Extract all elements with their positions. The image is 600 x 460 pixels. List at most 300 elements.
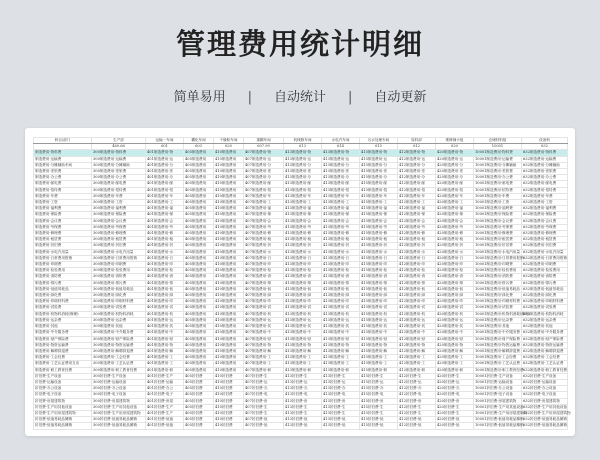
table-cell[interactable]: 制造费用-印刷费 [34,262,92,268]
table-cell[interactable]: 632制造费用-解聘辞退费 [522,348,568,354]
table-cell[interactable]: 300折旧费-低值易耗品摊销 [92,417,146,423]
table-cell[interactable]: 407制造费用-运 [244,317,284,323]
table-cell[interactable]: 412折旧费-生 [398,373,436,379]
table-cell[interactable]: 407制造费用-工 [244,355,284,361]
table-cell[interactable]: 413折旧费-生 [322,410,360,416]
table-cell[interactable]: 413制造费用-日 [284,255,322,261]
table-cell[interactable]: 407制造费用-其 [244,324,284,330]
table-cell[interactable]: 415制造费用-绿 [360,293,398,299]
table-cell[interactable]: 415制造费用-物 [360,150,398,156]
table-cell[interactable]: 401制造费用-中 [146,330,184,336]
table-cell[interactable]: 412制造费用-解 [398,348,436,354]
table-cell[interactable]: 420制造费用-差 [436,169,474,175]
table-cell[interactable]: 412制造费用-福 [398,206,436,212]
table-row[interactable] [34,398,568,404]
table-cell[interactable]: 412制造费用-日 [398,255,436,261]
table-cell[interactable]: 制造费用-试验费 [34,305,92,311]
table-cell[interactable]: 413制造费用-招 [322,187,360,193]
table-cell[interactable]: 410制造费用 [214,218,244,224]
table-cell[interactable]: 410制造费用 [214,324,244,330]
table-cell[interactable]: 制造费用-财产保险费 [34,336,92,342]
table-cell[interactable]: 制造费用-日常费用报销 [34,255,92,261]
table-cell[interactable]: 410折旧费 [214,398,244,404]
table-cell[interactable]: 410折旧费 [214,404,244,410]
table-cell[interactable]: 制造费用-运杂费 [34,317,92,323]
table-cell[interactable]: 405折旧费 [184,392,214,398]
table-cell[interactable]: 制造费用-车费 [34,193,92,199]
table-cell[interactable]: 420制造费用-折 [436,243,474,249]
table-cell[interactable]: 632制造费用-职工教育经费 [523,367,568,372]
table-cell[interactable]: 410制造费用 [214,224,244,230]
table-cell[interactable]: 10001制造费用-印刷费 [474,262,522,268]
table-cell[interactable]: 413制造费用-试 [284,305,322,311]
table-cell[interactable]: 401折旧费-生产 [146,373,184,379]
table-cell[interactable]: 632制造费用-印刷材料费 [522,299,568,305]
table-cell[interactable]: 420制造费用-工 [436,355,474,361]
table-cell[interactable]: 10001制造费用-机物料消耗(修理) [475,311,530,316]
table-cell[interactable]: 300制造费用-招待费 [92,187,146,193]
table-cell[interactable]: 405制造费用 [184,324,214,330]
table-cell[interactable]: 405折旧费 [184,386,214,392]
table-cell[interactable]: 415制造费用-检 [360,268,398,274]
table-cell[interactable]: 10001制造费用-修理费 [474,231,522,237]
table-cell[interactable]: 413制造费用-邮 [284,181,322,187]
table-cell[interactable]: 632折旧费-办公设备 [522,386,568,392]
table-cell[interactable]: 412制造费用-会 [398,218,436,224]
table-cell[interactable]: 401制造费用-印 [146,262,184,268]
table-cell[interactable]: 405制造费用 [184,206,214,212]
table-cell[interactable]: 413制造费用-其 [284,324,322,330]
table-cell[interactable]: 10001折旧费-房屋建筑物 [474,398,522,404]
table-cell[interactable]: 412制造费用-工 [398,361,436,367]
table-cell[interactable]: 制造费用-机物料消耗(修理) [34,311,92,317]
table-cell[interactable]: 420制造费用-租 [436,237,474,243]
table-cell[interactable]: 401折旧费-生产 [146,410,184,416]
table-cell[interactable]: 401折旧费-电子 [146,392,184,398]
table-cell[interactable]: 300制造费用-差旅费 [92,169,146,175]
table-cell[interactable]: 制造费用-运输费 [34,156,92,162]
table-cell[interactable]: 410制造费用 [214,243,244,249]
table-cell[interactable]: 401制造费用-工 [146,361,184,367]
table-cell[interactable]: 405制造费用 [184,299,214,305]
table-cell[interactable]: 300制造费用-水电汽用量 [92,249,146,255]
table-cell[interactable]: 413制造费用-劳 [322,224,360,230]
table-cell[interactable]: 413制造费用-检 [322,268,360,274]
table-cell[interactable]: 413制造费用-分 [284,162,322,168]
table-cell[interactable]: 413制造费用-物 [284,150,322,156]
table-cell[interactable]: 405制造费用 [184,268,214,274]
table-cell[interactable]: 412制造费用-车 [398,193,436,199]
table-cell[interactable]: 420制造费用-排 [436,280,474,286]
table-cell[interactable]: 415制造费用-租 [360,237,398,243]
table-cell[interactable]: 632制造费用-劳保费 [522,224,568,230]
table-cell[interactable]: 413制造费用-绿 [322,293,360,299]
table-cell[interactable]: 415制造费用-邮 [360,181,398,187]
table-cell[interactable]: 413制造费用-职 [322,367,360,373]
table-cell[interactable]: 415制造费用-试 [360,305,398,311]
table-cell[interactable]: 415制造费用-财 [360,336,398,342]
table-cell[interactable]: 300制造费用-车费 [92,193,146,199]
table-cell[interactable]: 415折旧费-运 [360,379,398,385]
table-cell[interactable]: 410制造费用 [214,231,244,237]
table-cell[interactable]: 401制造费用-邮 [146,181,184,187]
table-cell[interactable]: 420制造费用-印 [436,262,474,268]
table-cell[interactable]: 10001制造费用-绿化费 [474,293,522,299]
table-cell[interactable]: 632折旧费-运输设备 [522,379,568,385]
table-row[interactable] [34,417,568,423]
table-cell[interactable]: 420制造费用-财 [436,336,474,342]
table-cell[interactable]: 413制造费用-低 [322,286,360,292]
table-cell[interactable]: 415制造费用-印 [360,299,398,305]
table-cell[interactable]: 407制造费用-分 [244,162,284,168]
table-cell[interactable]: 407制造费用-中 [244,330,284,336]
table-cell[interactable]: 413制造费用-财 [322,336,360,342]
table-cell[interactable]: 632制造费用-机物料消耗 [522,311,568,317]
table-cell[interactable]: 632制造费用-保险费 [522,212,568,218]
table-cell[interactable]: 407制造费用-运 [244,156,284,162]
table-cell[interactable]: 632制造费用-日常费用报销 [523,255,568,260]
table-cell[interactable]: 413制造费用-邮 [322,181,360,187]
table-cell[interactable]: 407制造费用-物 [244,342,284,348]
table-cell[interactable]: 410制造费用 [214,175,244,181]
total-cell[interactable]: 607.99 [244,144,284,150]
table-cell[interactable]: 413制造费用-其 [322,324,360,330]
table-cell[interactable]: 632制造费用-财产保险费 [522,336,568,342]
table-cell[interactable]: 413制造费用-差 [322,169,360,175]
table-cell[interactable]: 制造费用-修理费 [34,231,92,237]
table-cell[interactable]: 300制造费用-排污费 [92,280,146,286]
table-cell[interactable]: 405制造费用 [184,243,214,249]
table-row[interactable] [34,355,568,361]
total-cell[interactable]: 614 [322,144,360,150]
total-cell[interactable]: 615 [360,144,398,150]
table-cell[interactable]: 407制造费用-财 [244,336,284,342]
table-cell[interactable]: 420折旧费-生 [436,373,474,379]
table-cell[interactable]: 632制造费用-会议费 [522,218,568,224]
column-header[interactable]: 糊化车间 [184,138,214,144]
table-cell[interactable]: 407制造费用-租 [244,237,284,243]
table-cell[interactable]: 10001制造费用-工艺认证费 [475,361,520,366]
table-cell[interactable]: 410折旧费 [214,423,244,429]
table-cell[interactable]: 制造费用-招待费 [34,187,92,193]
table-cell[interactable]: 410制造费用 [214,193,244,199]
table-cell[interactable]: 401制造费用-运 [146,156,184,162]
table-cell[interactable]: 420制造费用-修 [436,231,474,237]
table-cell[interactable]: 300制造费用-劳保费 [92,224,146,230]
table-cell[interactable]: 413制造费用-低 [284,286,322,292]
table-cell[interactable]: 415制造费用-差 [360,169,398,175]
table-row[interactable] [34,274,568,280]
table-cell[interactable]: 10001制造费用-物料费 [474,150,522,156]
table-cell[interactable]: 401折旧费-生产 [146,404,184,410]
table-cell[interactable]: 413制造费用-物 [284,342,322,348]
table-cell[interactable]: 401折旧费-运输 [146,379,184,385]
table-cell[interactable]: 413折旧费-生 [322,404,360,410]
table-cell[interactable]: 420折旧费-生 [436,410,474,416]
total-cell[interactable]: 632 [522,144,568,150]
table-cell[interactable]: 405折旧费 [184,410,214,416]
table-row[interactable] [34,187,568,193]
table-cell[interactable]: 413制造费用-消 [284,274,322,280]
table-cell[interactable]: 407折旧费-运 [244,379,284,385]
table-cell[interactable]: 401折旧费-低值 [146,423,184,429]
table-cell[interactable]: 413制造费用-劳 [284,224,322,230]
table-cell[interactable]: 412折旧费-低 [398,423,436,429]
table-cell[interactable]: 300制造费用-邮电费 [92,181,146,187]
table-cell[interactable]: 632折旧费-房屋建筑物 [522,398,568,404]
table-cell[interactable]: 632制造费用-排污费 [522,280,568,286]
table-cell[interactable]: 300制造费用-印刷材料费 [92,299,146,305]
table-cell[interactable]: 405制造费用 [184,305,214,311]
table-cell[interactable]: 413折旧费-电 [322,392,360,398]
table-cell[interactable]: 300制造费用-日常费用报销 [92,255,146,261]
table-cell[interactable]: 413折旧费-运 [284,379,322,385]
table-cell[interactable]: 405制造费用 [184,342,214,348]
table-cell[interactable]: 折旧费-办公设备 [34,386,92,392]
table-cell[interactable]: 413制造费用-会 [322,218,360,224]
table-cell[interactable]: 407制造费用-物 [244,150,284,156]
table-cell[interactable]: 410制造费用 [214,162,244,168]
table-cell[interactable]: 413折旧费-生 [322,373,360,379]
table-cell[interactable]: 300制造费用-消防费 [92,274,146,280]
table-row[interactable] [34,373,568,379]
table-cell[interactable]: 制造费用-邮电费 [34,181,92,187]
table-cell[interactable]: 632制造费用-修理费 [522,231,568,237]
table-cell[interactable]: 410折旧费 [214,410,244,416]
table-cell[interactable]: 632制造费用-工会经费 [522,355,568,361]
table-cell[interactable]: 632制造费用-检验费用 [522,268,568,274]
table-cell[interactable]: 415制造费用-劳 [360,224,398,230]
column-header[interactable]: 水电汽车间 [322,138,360,144]
table-cell[interactable]: 415折旧费-房 [360,398,398,404]
table-cell[interactable]: 632制造费用-水电汽用量 [522,249,568,255]
table-cell[interactable]: 401制造费用-试 [146,305,184,311]
table-cell[interactable]: 410制造费用 [214,336,244,342]
table-cell[interactable]: 410制造费用 [214,330,244,336]
table-cell[interactable]: 632制造费用-差旅费 [522,169,568,175]
table-cell[interactable]: 420制造费用-劳 [436,224,474,230]
table-cell[interactable]: 410制造费用 [214,187,244,193]
table-cell[interactable]: 412制造费用-邮 [398,181,436,187]
table-cell[interactable]: 413制造费用-工 [284,355,322,361]
table-cell[interactable]: 300折旧费-生产用房屋建筑物 [92,410,146,416]
table-cell[interactable]: 413制造费用-工 [322,361,360,367]
table-row[interactable] [34,286,568,292]
table-cell[interactable]: 412制造费用-办 [398,175,436,181]
table-cell[interactable]: 制造费用-办公费 [34,175,92,181]
table-cell[interactable]: 10001折旧费-低值易耗品摊销 [475,417,524,422]
table-cell[interactable]: 407折旧费-生 [244,410,284,416]
table-cell[interactable]: 405折旧费 [184,398,214,404]
table-cell[interactable]: 415制造费用-机 [360,311,398,317]
table-cell[interactable]: 632制造费用-其他 [522,324,568,330]
table-cell[interactable]: 10001制造费用-招待费 [474,187,522,193]
table-cell[interactable]: 420制造费用-机 [436,311,474,317]
table-cell[interactable]: 10001折旧费-办公设备 [474,386,522,392]
table-cell[interactable]: 413折旧费-办 [322,386,360,392]
table-cell[interactable]: 401制造费用-检 [146,268,184,274]
table-cell[interactable]: 300制造费用-运输费 [92,156,146,162]
table-cell[interactable]: 401制造费用-低 [146,286,184,292]
table-cell[interactable]: 401制造费用-分 [146,162,184,168]
table-cell[interactable]: 制造费用-其他 [34,324,92,330]
table-cell[interactable]: 折旧费-低值易耗品摊销 [34,417,92,423]
table-cell[interactable]: 407制造费用-机 [244,311,284,317]
table-cell[interactable]: 412制造费用-职 [398,367,436,373]
table-cell[interactable]: 632制造费用-运输费 [522,156,568,162]
table-cell[interactable]: 415制造费用-运 [360,317,398,323]
table-cell[interactable]: 300制造费用-财产保险费 [92,336,146,342]
table-cell[interactable]: 412折旧费-生 [398,410,436,416]
table-row[interactable] [34,181,568,187]
table-row[interactable] [34,231,568,237]
table-cell[interactable]: 413制造费用-工 [322,355,360,361]
table-cell[interactable]: 415制造费用-物 [360,342,398,348]
table-cell[interactable]: 401制造费用-修 [146,231,184,237]
table-cell[interactable]: 300折旧费-生产用其他设备 [92,404,146,410]
table-row[interactable] [34,293,568,299]
table-cell[interactable]: 413制造费用-水 [322,249,360,255]
table-cell[interactable]: 10001制造费用-邮电费 [474,181,522,187]
table-cell[interactable]: 401制造费用-消 [146,274,184,280]
table-cell[interactable]: 制造费用-低值易耗品 [34,286,92,292]
table-cell[interactable]: 413制造费用-租 [284,237,322,243]
table-cell[interactable]: 415折旧费-低 [360,423,398,429]
table-cell[interactable]: 405制造费用 [184,181,214,187]
table-cell[interactable]: 413制造费用-解 [284,348,322,354]
table-cell[interactable]: 401制造费用-机 [146,311,184,317]
table-cell[interactable]: 410制造费用 [214,286,244,292]
table-cell[interactable]: 632制造费用-试验费 [522,305,568,311]
table-cell[interactable]: 632制造费用-物资运输费 [522,342,568,348]
table-cell[interactable]: 420制造费用-邮 [436,181,474,187]
table-cell[interactable]: 412制造费用-印 [398,299,436,305]
table-cell[interactable]: 405制造费用 [184,255,214,261]
column-header[interactable]: 科目/部门 [34,138,92,144]
table-cell[interactable]: 制造费用-折旧费 [34,243,92,249]
table-cell[interactable]: 420制造费用-车 [436,193,474,199]
table-cell[interactable]: 415制造费用-日 [360,255,398,261]
table-cell[interactable]: 410制造费用 [214,305,244,311]
table-cell[interactable]: 420折旧费-生 [436,404,474,410]
table-cell[interactable]: 407折旧费-低 [244,417,284,423]
table-cell[interactable]: 405折旧费 [184,423,214,429]
table-cell[interactable]: 413制造费用-解 [322,348,360,354]
column-header[interactable]: 设备科 [522,138,568,144]
table-cell[interactable]: 制造费用-劳保费 [34,224,92,230]
table-row[interactable] [34,305,568,311]
column-header[interactable]: 仓储材料组 [474,138,522,144]
table-cell[interactable]: 300制造费用-其他 [92,324,146,330]
column-header[interactable]: 污水处理车间 [360,138,398,144]
table-row[interactable] [34,423,568,429]
table-cell[interactable]: 413制造费用-福 [322,206,360,212]
table-cell[interactable]: 415制造费用-解 [360,348,398,354]
table-cell[interactable]: 407制造费用-试 [244,305,284,311]
table-cell[interactable]: 413折旧费-低 [322,417,360,423]
table-cell[interactable]: 412折旧费-办 [398,386,436,392]
table-cell[interactable]: 10001制造费用-试验费 [474,305,522,311]
table-cell[interactable]: 401制造费用-日 [146,255,184,261]
table-cell[interactable]: 632制造费用-工艺认证费 [522,361,568,367]
table-row[interactable] [34,311,568,317]
table-cell[interactable]: 制造费用-排污费 [34,280,92,286]
table-cell[interactable]: 制造费用-中介服务费 [34,330,92,336]
table-cell[interactable]: 413制造费用-运 [322,156,360,162]
table-cell[interactable]: 415制造费用-职 [360,367,398,373]
table-cell[interactable]: 制造费用-水电汽用量 [34,249,92,255]
table-cell[interactable]: 401制造费用-解 [146,348,184,354]
table-cell[interactable]: 420折旧费-电 [436,392,474,398]
table-cell[interactable]: 420制造费用-工 [436,361,474,367]
table-cell[interactable]: 405制造费用 [184,224,214,230]
table-cell[interactable]: 415折旧费-办 [360,386,398,392]
table-cell[interactable]: 407制造费用-保 [244,212,284,218]
table-cell[interactable]: 632制造费用-邮电费 [522,181,568,187]
table-cell[interactable]: 410制造费用 [214,317,244,323]
table-cell[interactable]: 300折旧费-房屋建筑物 [92,398,146,404]
table-cell[interactable]: 410制造费用 [214,181,244,187]
table-cell[interactable]: 410制造费用 [214,206,244,212]
table-cell[interactable]: 401制造费用-职 [146,367,184,373]
table-cell[interactable]: 10001制造费用-物资运输费 [475,342,520,347]
table-cell[interactable]: 413制造费用-消 [322,274,360,280]
table-cell[interactable]: 420制造费用-物 [436,150,474,156]
table-cell[interactable]: 300制造费用-修理费 [92,231,146,237]
table-cell[interactable]: 413制造费用-运 [322,317,360,323]
table-cell[interactable]: 10001制造费用-保险费 [474,212,522,218]
table-cell[interactable]: 10001制造费用-工资 [474,200,522,206]
total-cell[interactable]: 601 [146,144,184,150]
table-cell[interactable]: 413制造费用-保 [284,212,322,218]
table-cell[interactable]: 407制造费用-办 [244,175,284,181]
table-cell[interactable]: 405制造费用 [184,212,214,218]
table-cell[interactable]: 420制造费用-中 [436,330,474,336]
table-cell[interactable]: 412制造费用-租 [398,237,436,243]
table-cell[interactable]: 401制造费用-其 [146,324,184,330]
table-cell[interactable]: 420折旧费-低 [436,417,474,423]
table-cell[interactable]: 410制造费用 [214,355,244,361]
table-cell[interactable]: 420制造费用-会 [436,218,474,224]
table-cell[interactable]: 412制造费用-分 [398,162,436,168]
table-cell[interactable]: 10001制造费用-差旅费 [474,169,522,175]
table-cell[interactable]: 632制造费用-车费 [522,193,568,199]
table-cell[interactable]: 420折旧费-房 [436,398,474,404]
table-cell[interactable]: 405制造费用 [184,150,214,156]
table-cell[interactable]: 300制造费用-物资运输费 [92,342,146,348]
table-cell[interactable]: 413制造费用-差 [284,169,322,175]
table-cell[interactable]: 300折旧费-办公设备 [92,386,146,392]
table-cell[interactable]: 413制造费用-办 [284,175,322,181]
table-cell[interactable]: 407制造费用-邮 [244,181,284,187]
table-cell[interactable]: 405制造费用 [184,311,214,317]
table-cell[interactable]: 410折旧费 [214,379,244,385]
table-cell[interactable]: 300制造费用-工资 [92,200,146,206]
table-row[interactable] [34,156,568,162]
table-cell[interactable]: 折旧费-运输设备 [34,379,92,385]
table-cell[interactable]: 410制造费用 [214,268,244,274]
table-cell[interactable]: 410制造费用 [214,293,244,299]
table-cell[interactable]: 415制造费用-会 [360,218,398,224]
table-cell[interactable]: 405制造费用 [184,193,214,199]
table-cell[interactable]: 632制造费用-分摊辅助 [522,162,568,168]
table-row[interactable] [34,212,568,218]
table-cell[interactable]: 413制造费用-排 [284,280,322,286]
column-header[interactable]: 运输一车间 [146,138,184,144]
table-cell[interactable]: 420折旧费-办 [436,386,474,392]
table-cell[interactable]: 413制造费用-工 [284,200,322,206]
table-cell[interactable]: 632制造费用-中介服务费 [522,330,568,336]
